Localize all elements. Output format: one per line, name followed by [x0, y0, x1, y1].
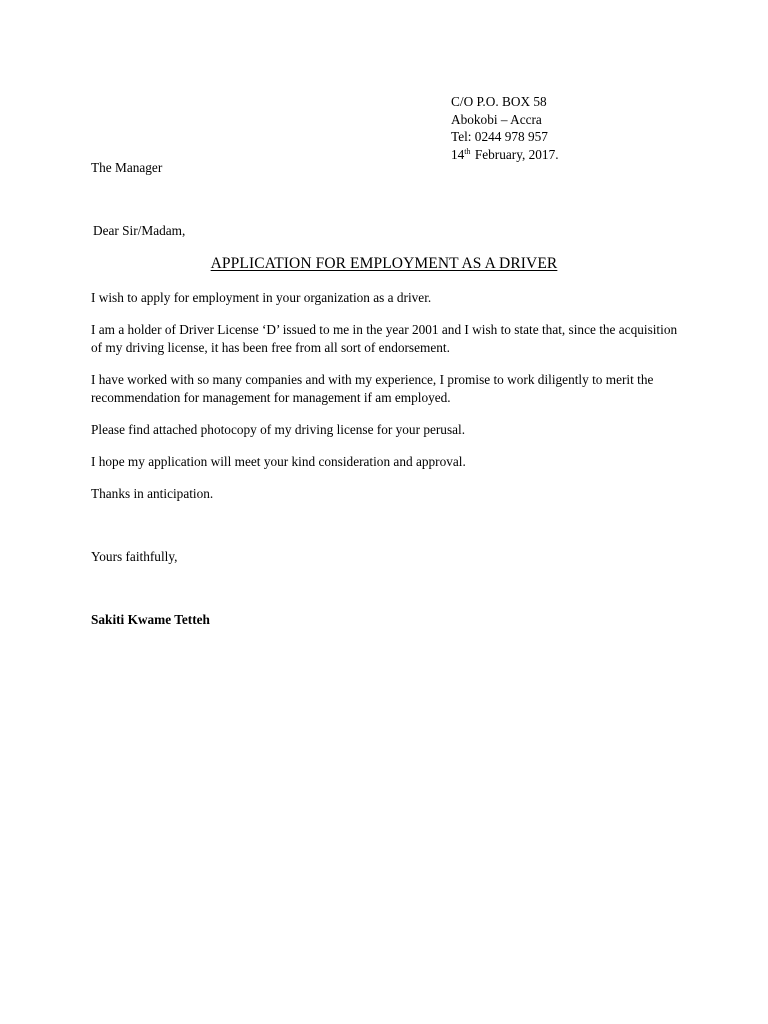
body-paragraph: I wish to apply for employment in your organization as a driver. — [91, 290, 432, 305]
date-day: 14 — [451, 146, 465, 162]
letter-date — [451, 146, 559, 164]
salutation: Dear Sir/Madam, — [93, 223, 186, 238]
signatory-name: Sakiti Kwame Tetteh — [91, 612, 210, 627]
body-paragraph: Please find attached photocopy of my driving license for your perusal. — [91, 422, 466, 437]
body-paragraph: I have worked with so many companies and with my experience, I promise to work diligently to merit the recommendation for management for management if am employed. — [91, 372, 654, 405]
letter-subject: APPLICATION FOR EMPLOYMENT AS A DRIVER — [210, 255, 558, 272]
body-paragraph: I hope my application will meet your kind consideration and approval. — [91, 454, 466, 469]
address-line-town: Abokobi – Accra — [451, 111, 542, 127]
date-rest: February, 2017. — [471, 146, 559, 162]
body-paragraph: I am a holder of Driver License ‘D’ issued to me in the year 2001 and I wish to state that, since the acquisition of my driving license, it has been free from all sort of endorsement. — [91, 322, 678, 355]
date-suffix: th — [464, 146, 471, 156]
body-paragraph: Thanks in anticipation. — [91, 486, 214, 501]
address-line-po-box: C/O P.O. BOX 58 — [451, 94, 547, 109]
letter-body — [91, 289, 691, 517]
sender-address — [451, 93, 559, 163]
complimentary-close: Yours faithfully, — [91, 549, 178, 564]
recipient: The Manager — [91, 160, 163, 175]
address-line-phone: Tel: 0244 978 957 — [451, 129, 548, 144]
